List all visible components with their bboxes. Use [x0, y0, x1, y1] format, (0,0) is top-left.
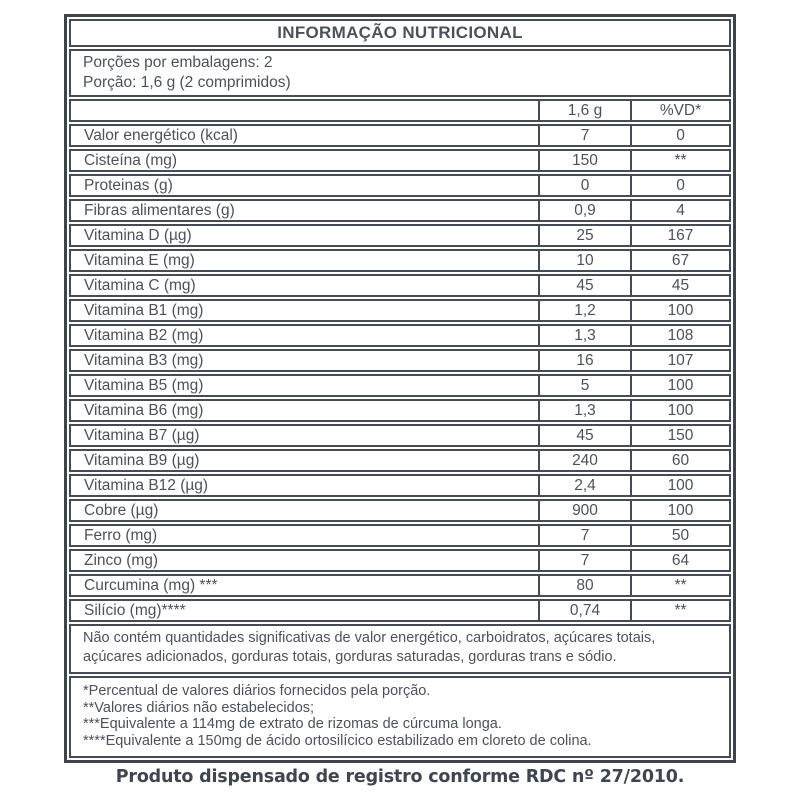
- footnote-curcumin-equiv: ***Equivalente a 114mg de extrato de rizomas de cúrcuma longa.: [83, 716, 502, 732]
- footnote-percent-dv: *Percentual de valores diários fornecidos pela porção.: [83, 683, 431, 699]
- nutrient-row: [69, 124, 731, 147]
- nutrient-row: [69, 224, 731, 247]
- nutrient-label: Ferro (mg): [84, 526, 158, 544]
- nutrient-label: Zinco (mg): [84, 551, 159, 569]
- nutrient-row: [69, 274, 731, 297]
- nutrient-dv: 107: [630, 351, 729, 370]
- column-header-dv: %VD*: [630, 101, 729, 120]
- nutrient-amount: 150: [538, 151, 630, 170]
- nutrient-amount: 1,3: [538, 401, 630, 420]
- nutrient-amount: 10: [538, 251, 630, 270]
- nutrient-label: Vitamina B1 (mg): [84, 301, 204, 319]
- nutrient-row: [69, 299, 731, 322]
- nutrient-amount: 1,2: [538, 301, 630, 320]
- nutrient-amount: 0: [538, 176, 630, 195]
- nutrient-row: [69, 449, 731, 472]
- nutrient-row: [69, 324, 731, 347]
- nutrient-dv: 100: [630, 301, 729, 320]
- nutrient-label: Vitamina B2 (mg): [84, 326, 204, 344]
- nutrient-row: [69, 599, 731, 622]
- nutrient-amount: 900: [538, 501, 630, 520]
- nutrient-amount: 7: [538, 126, 630, 145]
- nutrition-facts-table: [64, 14, 736, 763]
- nutrient-amount: 240: [538, 451, 630, 470]
- nutrient-dv: 50: [630, 526, 729, 545]
- nutrient-amount: 25: [538, 226, 630, 245]
- servings-per-package-text: Porções por embalagens: 2: [83, 54, 273, 71]
- nutrient-dv: 64: [630, 551, 729, 570]
- nutrient-row: [69, 149, 731, 172]
- nutrient-label: Proteinas (g): [84, 176, 173, 194]
- nutrient-dv: **: [630, 576, 729, 595]
- nutrient-amount: 16: [538, 351, 630, 370]
- nutrient-dv: 0: [630, 126, 729, 145]
- nutrient-dv: 0: [630, 176, 729, 195]
- nutrient-row: [69, 199, 731, 222]
- nutrient-dv: 100: [630, 501, 729, 520]
- nutrient-row: [69, 174, 731, 197]
- nutrient-row: [69, 524, 731, 547]
- nutrient-label: Fibras alimentares (g): [84, 201, 235, 219]
- table-title: INFORMAÇÃO NUTRICIONAL: [69, 19, 731, 47]
- nutrient-amount: 7: [538, 526, 630, 545]
- nutrient-dv: **: [630, 151, 729, 170]
- nutrient-rows: [69, 124, 731, 622]
- serving-size-text: Porção: 1,6 g (2 comprimidos): [83, 73, 291, 91]
- nutrient-amount: 2,4: [538, 476, 630, 495]
- nutrient-dv: 45: [630, 276, 729, 295]
- column-header-row: [69, 99, 731, 122]
- nutrient-dv: **: [630, 601, 729, 620]
- nutrient-dv: 100: [630, 401, 729, 420]
- nutrient-label: Valor energético (kcal): [84, 126, 238, 144]
- nutrient-amount: 45: [538, 276, 630, 295]
- registration-exemption-note: Produto dispensado de registro conforme RDC nº 27/2010.: [115, 767, 685, 787]
- column-header-spacer: [71, 101, 538, 120]
- nutrient-dv: 108: [630, 326, 729, 345]
- nutrient-row: [69, 374, 731, 397]
- nutrient-amount: 80: [538, 576, 630, 595]
- nutrient-label: Vitamina B7 (µg): [84, 426, 200, 444]
- nutrient-row: [69, 474, 731, 497]
- nutrient-label: Vitamina B3 (mg): [84, 351, 204, 369]
- footnote-silicon-equiv: ****Equivalente a 150mg de ácido ortosilícico estabilizado em cloreto de colina.: [83, 732, 592, 749]
- nutrient-row: [69, 424, 731, 447]
- nutrient-row: [69, 399, 731, 422]
- nutrient-label: Vitamina B5 (mg): [84, 376, 204, 394]
- nutrient-amount: 0,9: [538, 201, 630, 220]
- nutrient-row: [69, 349, 731, 372]
- nutrient-dv: 60: [630, 451, 729, 470]
- nutrient-row: [69, 574, 731, 597]
- nutrient-dv: 150: [630, 426, 729, 445]
- nutrient-label: Vitamina D (µg): [84, 226, 192, 244]
- nutrient-label: Vitamina C (mg): [84, 276, 196, 294]
- footnotes-box: [69, 676, 731, 758]
- nutrient-label: Silício (mg)****: [84, 601, 186, 619]
- nutrient-amount: 1,3: [538, 326, 630, 345]
- nutrient-label: Curcumina (mg) ***: [84, 576, 218, 594]
- nutrient-dv: 100: [630, 376, 729, 395]
- column-header-amount: 1,6 g: [538, 101, 630, 120]
- nutrient-label: Vitamina B9 (µg): [84, 451, 200, 469]
- nutrient-dv: 4: [630, 201, 729, 220]
- nutrient-dv: 100: [630, 476, 729, 495]
- no-significant-amounts-disclaimer: Não contém quantidades significativas de valor energético, carboidratos, açúcares totais, açúcares adicionados, gorduras totais, gorduras saturadas, gorduras trans e sódio.: [69, 624, 731, 674]
- nutrient-dv: 67: [630, 251, 729, 270]
- nutrient-label: Vitamina B6 (mg): [84, 401, 204, 419]
- nutrient-amount: 7: [538, 551, 630, 570]
- nutrient-row: [69, 549, 731, 572]
- nutrient-row: [69, 499, 731, 522]
- footnote-dv-not-set: **Valores diários não estabelecidos;: [83, 699, 315, 716]
- nutrient-label: Vitamina B12 (µg): [84, 476, 209, 494]
- nutrient-amount: 45: [538, 426, 630, 445]
- nutrient-amount: 0,74: [538, 601, 630, 620]
- nutrient-dv: 167: [630, 226, 729, 245]
- serving-info-box: [69, 49, 731, 97]
- nutrient-amount: 5: [538, 376, 630, 395]
- nutrient-label: Vitamina E (mg): [84, 251, 195, 269]
- nutrient-label: Cobre (µg): [84, 501, 159, 519]
- nutrient-label: Cisteína (mg): [84, 151, 178, 169]
- nutrient-row: [69, 249, 731, 272]
